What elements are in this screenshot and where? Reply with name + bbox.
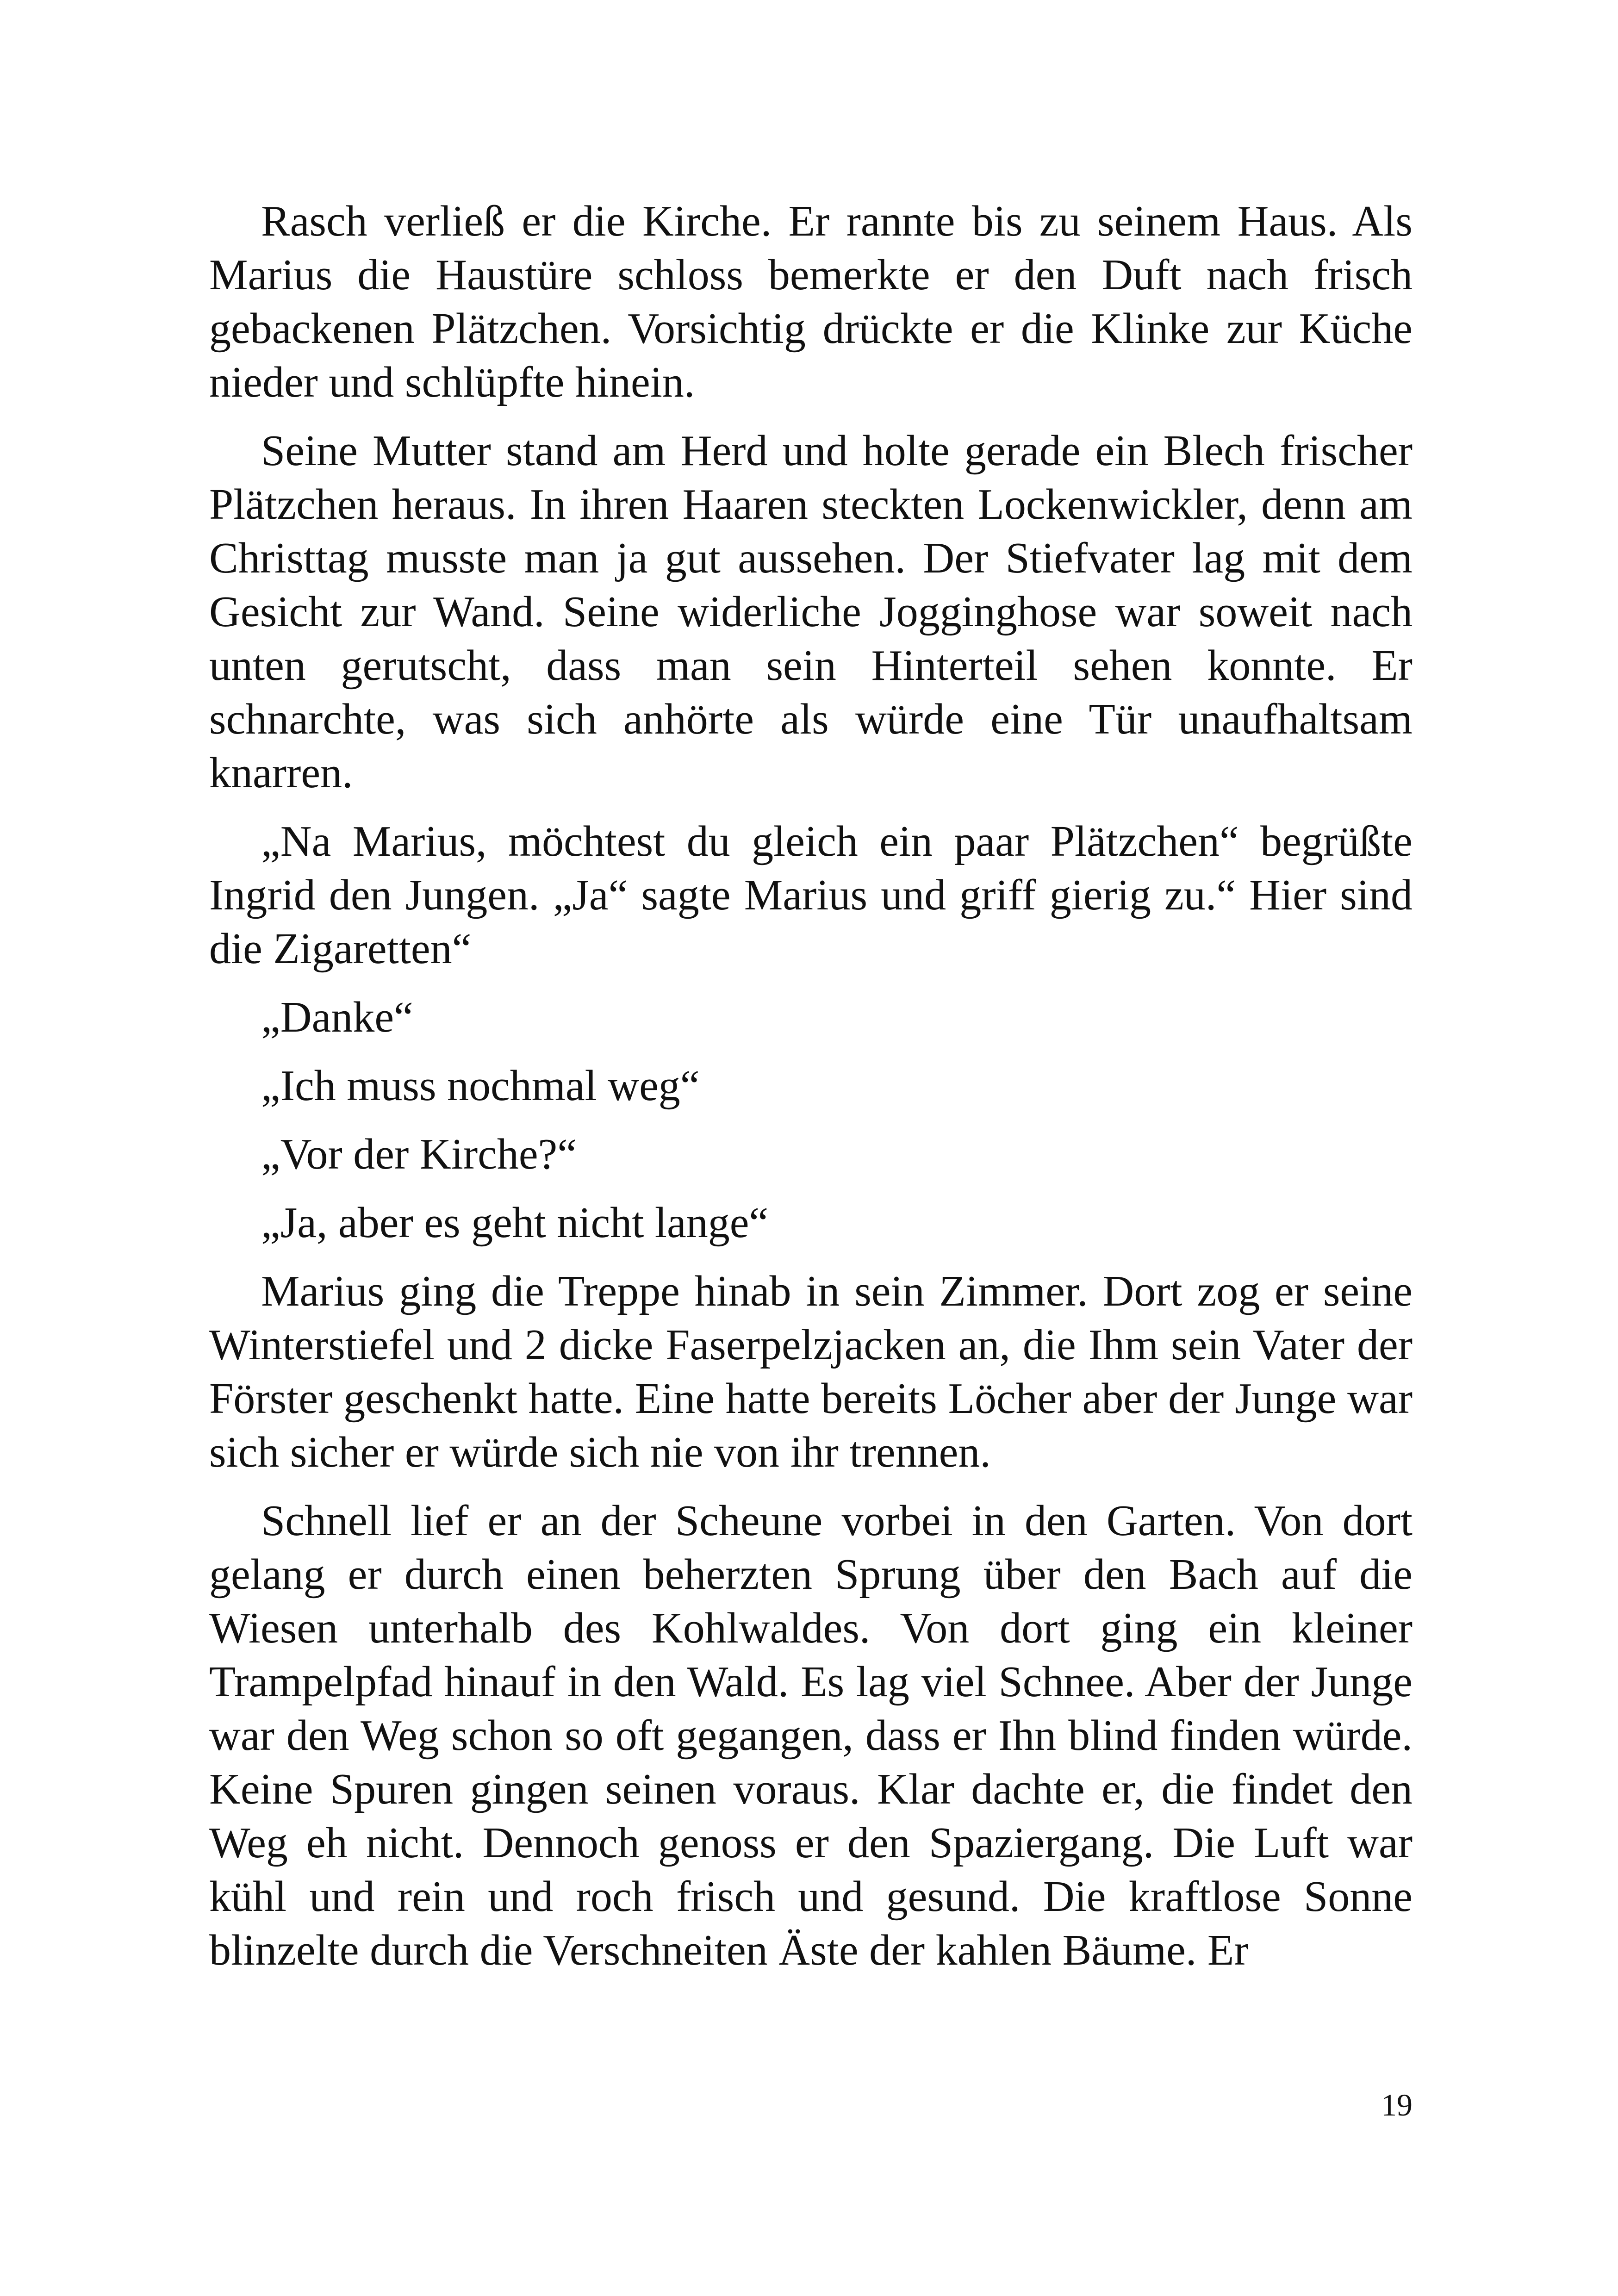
dialogue-line: „Vor der Kirche?“ — [261, 1130, 577, 1178]
dialogue-line: „Ja, aber es geht nicht lange“ — [261, 1199, 769, 1247]
paragraph: „Na Marius, möchtest du gleich ein paar Plätzchen“ begrüßte Ingrid den Jungen. „Ja“ sagte Marius und griff gierig zu.“ Hier sind die Zigaretten“ — [209, 817, 1413, 973]
dialogue-line: „Ich muss nochmal weg“ — [261, 1062, 700, 1110]
paragraph: Rasch verließ er die Kirche. Er rannte bis zu seinem Haus. Als Marius die Haustüre schloss bemerkte er den Duft nach frisch gebackenen Plätzchen. Vorsichtig drückte er die Klinke zur Küche nieder und schlüpfte hinein. — [209, 197, 1413, 406]
page-number: 19 — [1381, 2087, 1413, 2122]
page-body — [209, 194, 1413, 1992]
paragraph: Schnell lief er an der Scheune vorbei in den Garten. Von dort gelang er durch einen beherzten Sprung über den Bach auf die Wiesen unterhalb des Kohlwaldes. Von dort ging ein kleiner Trampelpfad hinauf in den Wald. Es lag viel Schnee. Aber der Junge war den Weg schon so oft gegangen, dass er Ihn blind finden würde. Keine Spuren gingen seinen voraus. Klar dachte er, die findet den Weg eh nicht. Dennoch genoss er den Spaziergang. Die Luft war kühl und rein und roch frisch und gesund. Die kraftlose Sonne blinzelte durch die Verschneiten Äste der kahlen Bäume. Er — [209, 1497, 1413, 1974]
paragraph: Marius ging die Treppe hinab in sein Zimmer. Dort zog er seine Winterstiefel und 2 dicke Faserpelzjacken an, die Ihm sein Vater der Förster geschenkt hatte. Eine hatte bereits Löcher aber der Junge war sich sicher er würde sich nie von ihr trennen. — [209, 1267, 1413, 1476]
paragraph: Seine Mutter stand am Herd und holte gerade ein Blech frischer Plätzchen heraus. In ihren Haaren steckten Lockenwickler, denn am Christtag musste man ja gut aussehen. Der Stiefvater lag mit dem Gesicht zur Wand. Seine widerliche Jogginghose war soweit nach unten gerutscht, dass man sein Hinterteil sehen konnte. Er schnarchte, was sich anhörte als würde eine Tür unaufhaltsam knarren. — [209, 427, 1413, 797]
dialogue-line: „Danke“ — [261, 993, 413, 1041]
